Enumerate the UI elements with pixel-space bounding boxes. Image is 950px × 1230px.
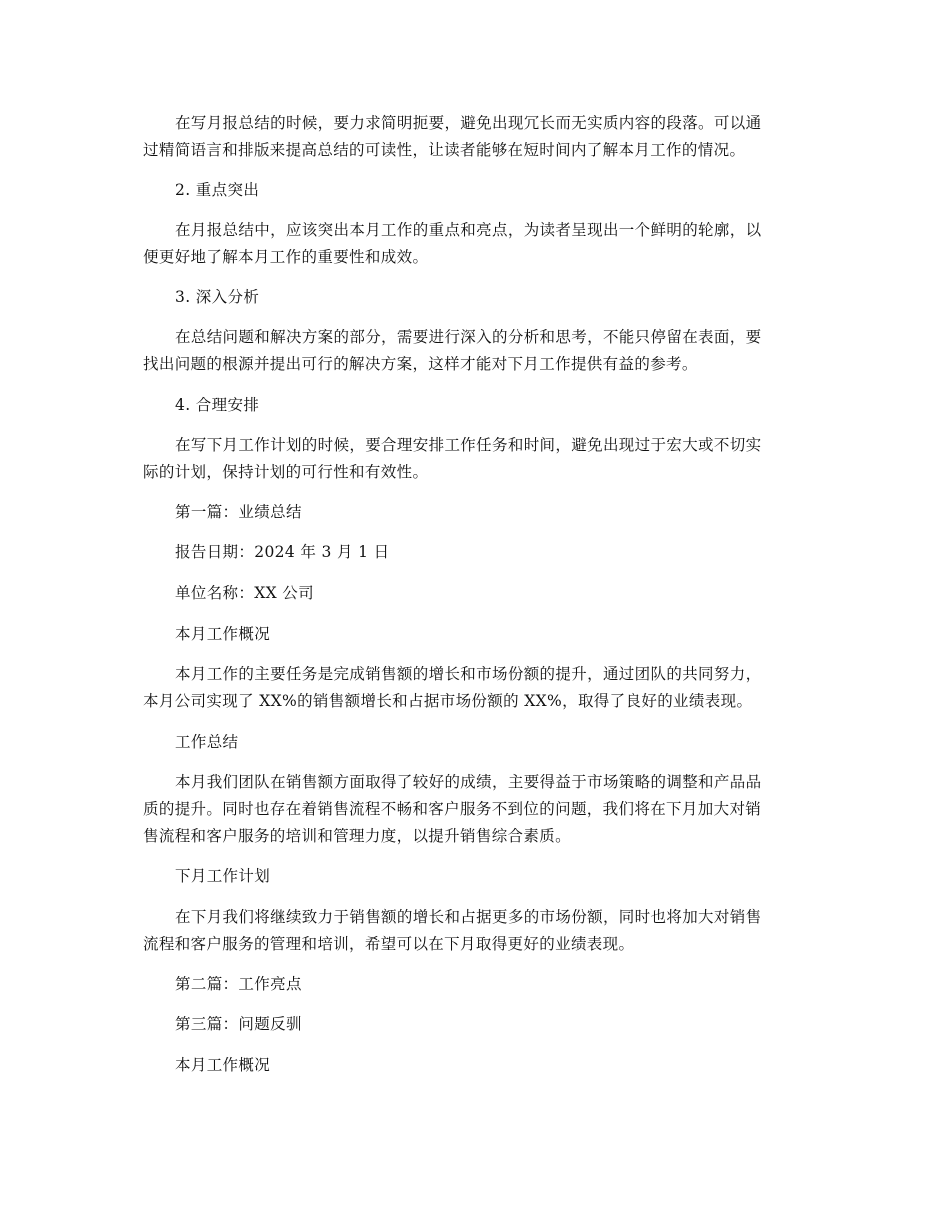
paragraph-line: 在总结问题和解决方案的部分，需要进行深入的分析和思考，不能只停留在表面，要 [175, 328, 762, 346]
paragraph-line: 在月报总结中，应该突出本月工作的重点和亮点，为读者呈现出一个鲜明的轮廓，以 [175, 221, 762, 239]
paragraph-line: 售流程和客户服务的培训和管理力度，以提升销售综合素质。 [143, 827, 571, 845]
paragraph-line: 便更好地了解本月工作的重要性和成效。 [143, 248, 429, 266]
section-heading: 下月工作计划 [175, 867, 271, 885]
section-heading: 本月工作概况 [175, 1056, 271, 1074]
paragraph-line: 本月公司实现了 XX%的销售额增长和占据市场份额的 XX%，取得了良好的业绩表现。 [143, 692, 753, 710]
paragraph-line: 过精简语言和排版来提高总结的可读性，让读者能够在短时间内了解本月工作的情况。 [143, 141, 746, 159]
paragraph-line: 找出问题的根源并提出可行的解决方案，这样才能对下月工作提供有益的参考。 [143, 355, 698, 373]
paragraph-line: 本月我们团队在销售额方面取得了较好的成绩，主要得益于市场策略的调整和产品品 [175, 773, 762, 791]
paragraph-line: 在写月报总结的时候，要力求简明扼要，避免出现冗长而无实质内容的段落。可以通 [175, 114, 762, 132]
section-heading: 第三篇：问题反驯 [175, 1015, 302, 1033]
section-heading: 3. 深入分析 [175, 288, 260, 306]
paragraph-line: 流程和客户服务的管理和培训，希望可以在下月取得更好的业绩表现。 [143, 935, 635, 953]
paragraph-line: 质的提升。同时也存在着销售流程不畅和客户服务不到位的问题，我们将在下月加大对销 [143, 800, 762, 818]
section-heading: 4. 合理安排 [175, 396, 260, 414]
section-heading: 第一篇：业绩总结 [175, 503, 302, 521]
section-heading: 第二篇：工作亮点 [175, 975, 302, 993]
paragraph-line: 本月工作的主要任务是完成销售额的增长和市场份额的提升，通过团队的共同努力， [175, 665, 762, 683]
section-heading: 2. 重点突出 [175, 181, 260, 199]
section-heading: 本月工作概况 [175, 625, 271, 643]
company-name: 单位名称：XX 公司 [175, 584, 314, 602]
report-date: 报告日期：2024 年 3 月 1 日 [175, 543, 390, 561]
paragraph-line: 在下月我们将继续致力于销售额的增长和占据更多的市场份额，同时也将加大对销售 [175, 908, 762, 926]
paragraph-line: 际的计划，保持计划的可行性和有效性。 [143, 463, 429, 481]
paragraph-line: 在写下月工作计划的时候，要合理安排工作任务和时间，避免出现过于宏大或不切实 [175, 436, 762, 454]
section-heading: 工作总结 [175, 733, 239, 751]
